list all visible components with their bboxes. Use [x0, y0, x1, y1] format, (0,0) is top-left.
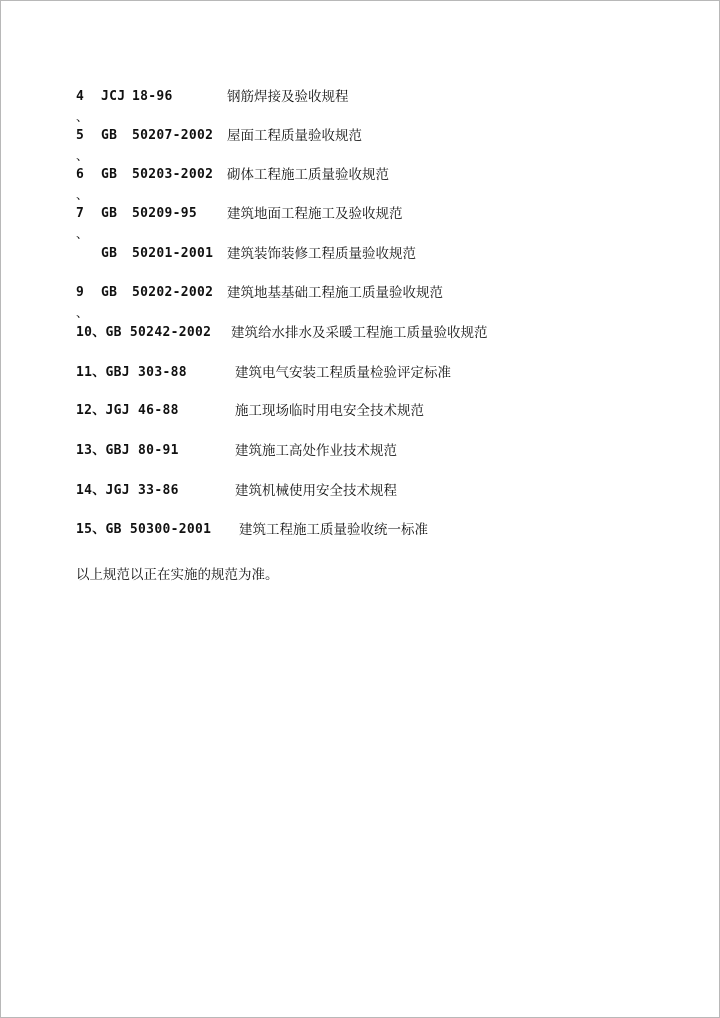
list-item [1, 85, 719, 109]
list-item [1, 479, 719, 503]
standard-title: 建筑电气安装工程质量检验评定标准 [235, 365, 451, 381]
item-number: 5 [76, 128, 85, 143]
standard-title: 建筑装饰装修工程质量验收规范 [227, 246, 416, 262]
item-number-and-code: 11、GBJ 303-88 [76, 365, 187, 380]
list-item [1, 281, 719, 305]
item-number-and-code: 10、GB 50242-2002 [76, 325, 212, 340]
standard-prefix: GB [101, 246, 118, 261]
list-item [1, 242, 719, 266]
item-separator: 、 [76, 188, 89, 202]
item-number: 9 [76, 285, 85, 300]
standard-code: 50203-2002 [132, 167, 214, 182]
item-number: 7 [76, 206, 85, 221]
standard-title: 建筑机械使用安全技术规程 [235, 483, 397, 499]
item-number-and-code: 13、GBJ 80-91 [76, 443, 179, 458]
standard-title: 砌体工程施工质量验收规范 [227, 167, 389, 183]
standard-title: 建筑地面工程施工及验收规范 [227, 206, 403, 222]
standard-title: 钢筋焊接及验收规程 [227, 89, 349, 105]
standard-code: 18-96 [132, 89, 173, 104]
standard-code: 50209-95 [132, 206, 198, 221]
list-item [1, 163, 719, 187]
list-item [1, 361, 719, 385]
list-item [1, 518, 719, 542]
item-number-and-code: 14、JGJ 33-86 [76, 483, 179, 498]
item-number-and-code: 15、GB 50300-2001 [76, 522, 212, 537]
standard-title: 建筑施工高处作业技术规范 [235, 443, 397, 459]
standard-prefix: GB [101, 167, 118, 182]
standard-title: 建筑工程施工质量验收统一标准 [239, 522, 428, 538]
standard-prefix: GB [101, 128, 118, 143]
list-item [1, 124, 719, 148]
list-item [1, 202, 719, 226]
item-separator: 、 [76, 227, 89, 241]
item-separator: 、 [76, 306, 89, 320]
item-number: 6 [76, 167, 85, 182]
standard-code: 50201-2001 [132, 246, 214, 261]
item-number-and-code: 12、JGJ 46-88 [76, 403, 179, 418]
standard-title: 建筑地基基础工程施工质量验收规范 [227, 285, 443, 301]
closing-note: 以上规范以正在实施的规范为准。 [76, 567, 279, 583]
item-number: 4 [76, 89, 85, 104]
standard-title: 建筑给水排水及采暖工程施工质量验收规范 [231, 325, 488, 341]
standard-code: 50202-2002 [132, 285, 214, 300]
standard-prefix: JCJ [101, 89, 126, 104]
item-separator: 、 [76, 110, 89, 124]
standard-prefix: GB [101, 285, 118, 300]
standard-prefix: GB [101, 206, 118, 221]
standard-title: 屋面工程质量验收规范 [227, 128, 362, 144]
list-item [1, 439, 719, 463]
list-item [1, 399, 719, 423]
standard-title: 施工现场临时用电安全技术规范 [235, 403, 424, 419]
standard-code: 50207-2002 [132, 128, 214, 143]
item-separator: 、 [76, 149, 89, 163]
list-item [1, 321, 719, 345]
